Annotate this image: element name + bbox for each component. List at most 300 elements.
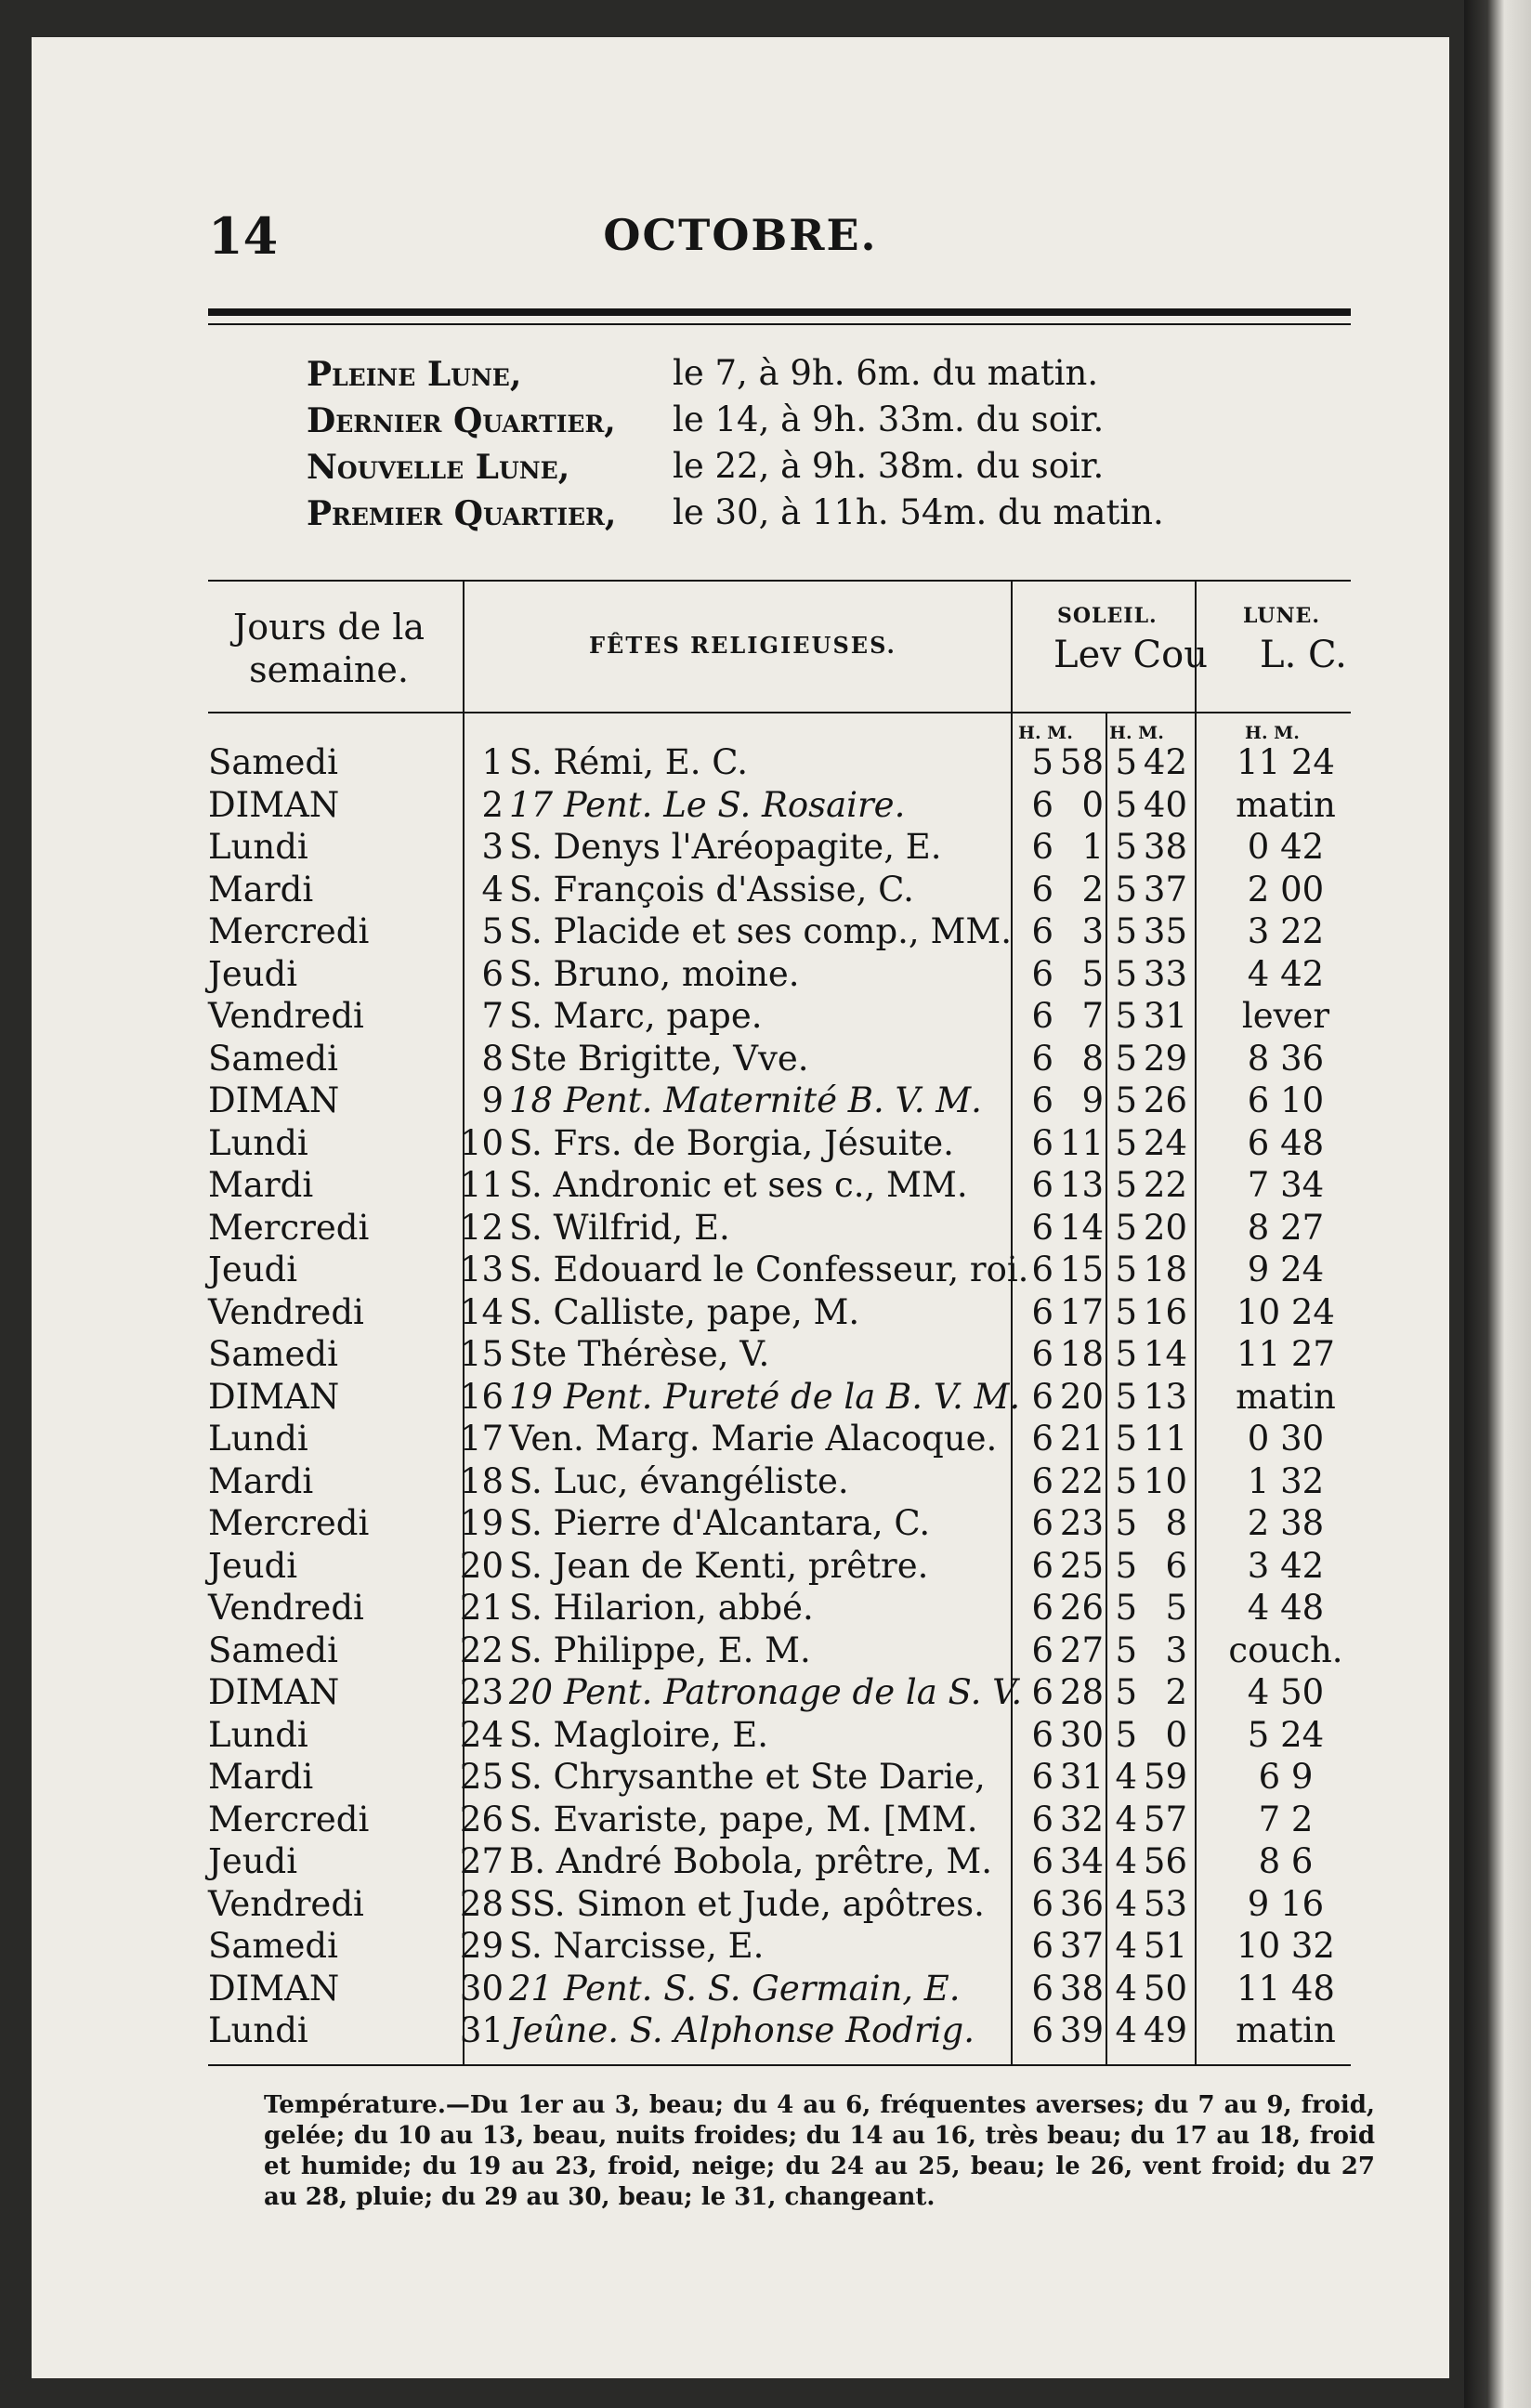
sunset-hour-cell: 5 <box>1115 1460 1137 1501</box>
sunrise-hour-cell: 6 <box>1031 1080 1053 1120</box>
sunrise-minute-cell: 2 <box>1081 869 1104 910</box>
day-cell: Mercredi <box>208 1207 370 1248</box>
header-lune: LUNE. <box>1243 604 1320 628</box>
sunrise-minute-cell: 15 <box>1059 1250 1104 1289</box>
sunrise-hour-cell: 6 <box>1031 1376 1053 1417</box>
phase-value-premier-quartier: le 30, à 11h. 54m. du matin. <box>673 492 1164 532</box>
feast-cell: Ste Thérèse, V. <box>509 1334 770 1374</box>
sunset-hour-cell: 5 <box>1115 1714 1137 1755</box>
moon-cell: 9 16 <box>1247 1883 1325 1924</box>
sunrise-minute-cell: 26 <box>1059 1588 1104 1628</box>
day-cell: Jeudi <box>208 1250 298 1289</box>
sunrise-hour-cell: 6 <box>1031 1841 1053 1881</box>
sunrise-hour-cell: 6 <box>1031 869 1053 910</box>
sunset-hour-cell: 5 <box>1115 1334 1137 1374</box>
day-cell: DIMAN <box>208 1376 340 1417</box>
table-row <box>32 784 1449 827</box>
moon-cell: 8 36 <box>1247 1038 1325 1079</box>
sunset-minute-cell: 8 <box>1165 1503 1187 1543</box>
sunset-minute-cell: 50 <box>1143 1968 1187 2009</box>
day-cell: Vendredi <box>208 1588 364 1628</box>
sunset-minute-cell: 14 <box>1143 1334 1187 1374</box>
moon-cell: 4 42 <box>1247 953 1325 994</box>
sunrise-hour-cell: 6 <box>1031 827 1053 867</box>
sunrise-hour-cell: 6 <box>1031 1714 1053 1755</box>
sunset-hour-cell: 4 <box>1115 1799 1137 1839</box>
sunrise-minute-cell: 20 <box>1059 1376 1104 1417</box>
sunrise-hour-cell: 6 <box>1031 784 1053 825</box>
table-row <box>32 826 1449 869</box>
phase-name-dernier-quartier: Dernier Quartier, <box>307 401 616 440</box>
book-spine <box>1464 0 1531 2408</box>
sunset-hour-cell: 4 <box>1115 1841 1137 1881</box>
sunrise-hour-cell: 6 <box>1031 1757 1053 1797</box>
sunset-minute-cell: 37 <box>1143 869 1187 910</box>
sunset-hour-cell: 4 <box>1115 1883 1137 1924</box>
sunrise-minute-cell: 17 <box>1059 1291 1104 1332</box>
table-row <box>32 1249 1449 1291</box>
sunset-minute-cell: 6 <box>1165 1545 1187 1586</box>
table-row <box>32 1291 1449 1334</box>
sunrise-minute-cell: 1 <box>1081 827 1104 867</box>
feast-cell: S. Rémi, E. C. <box>509 742 749 782</box>
page-title: OCTOBRE. <box>603 210 878 260</box>
feast-cell: S. Calliste, pape, M. <box>509 1291 860 1332</box>
subheader-hm-cou: H. M. <box>1109 723 1164 743</box>
moon-cell: 6 48 <box>1247 1122 1325 1163</box>
sunset-minute-cell: 18 <box>1143 1250 1187 1289</box>
table-row <box>32 1925 1449 1968</box>
moon-cell: 6 9 <box>1258 1757 1314 1797</box>
day-cell: Mercredi <box>208 1799 370 1839</box>
sunrise-hour-cell: 6 <box>1031 1334 1053 1374</box>
table-row <box>32 1460 1449 1503</box>
sunrise-hour-cell: 6 <box>1031 1926 1053 1966</box>
sunrise-hour-cell: 6 <box>1031 1883 1053 1924</box>
day-cell: Mardi <box>208 1757 314 1797</box>
moon-cell: 0 42 <box>1247 827 1325 867</box>
table-row <box>32 1968 1449 2010</box>
sunrise-minute-cell: 13 <box>1059 1165 1104 1205</box>
date-cell: 16 <box>459 1376 504 1417</box>
sunrise-minute-cell: 39 <box>1059 2010 1104 2050</box>
sunrise-hour-cell: 6 <box>1031 1165 1053 1205</box>
day-cell: Samedi <box>208 1334 338 1374</box>
table-row <box>32 1418 1449 1460</box>
feast-cell: S. Marc, pape. <box>509 996 763 1036</box>
feast-cell: S. Hilarion, abbé. <box>509 1588 814 1628</box>
table-row <box>32 1545 1449 1588</box>
table-row <box>32 1376 1449 1419</box>
sunset-minute-cell: 2 <box>1165 1672 1187 1712</box>
sunrise-hour-cell: 6 <box>1031 1250 1053 1289</box>
moon-cell: 9 24 <box>1247 1250 1325 1289</box>
phase-name-premier-quartier: Premier Quartier, <box>307 494 617 533</box>
day-cell: Jeudi <box>208 1841 298 1881</box>
date-cell: 14 <box>459 1291 504 1332</box>
sunrise-minute-cell: 36 <box>1059 1883 1104 1924</box>
sunset-hour-cell: 5 <box>1115 1588 1137 1628</box>
sunset-minute-cell: 53 <box>1143 1883 1187 1924</box>
moon-cell: 2 00 <box>1247 869 1325 910</box>
day-cell: DIMAN <box>208 1672 340 1712</box>
table-top-rule <box>208 580 1351 582</box>
sunrise-minute-cell: 14 <box>1059 1207 1104 1248</box>
feast-cell: S. Philippe, E. M. <box>509 1629 811 1670</box>
sunset-hour-cell: 5 <box>1115 911 1137 951</box>
feast-cell: S. Pierre d'Alcantara, C. <box>509 1503 931 1543</box>
sunrise-hour-cell: 5 <box>1031 742 1053 782</box>
sunrise-hour-cell: 6 <box>1031 1038 1053 1079</box>
date-cell: 20 <box>459 1545 504 1586</box>
sunset-hour-cell: 5 <box>1115 1080 1137 1120</box>
sunrise-hour-cell: 6 <box>1031 1968 1053 2009</box>
date-cell: 5 <box>481 911 504 951</box>
sunrise-minute-cell: 31 <box>1059 1757 1104 1797</box>
table-row <box>32 995 1449 1038</box>
table-row <box>32 953 1449 996</box>
sunrise-hour-cell: 6 <box>1031 1291 1053 1332</box>
moon-cell: 7 34 <box>1247 1165 1325 1205</box>
sunrise-hour-cell: 6 <box>1031 911 1053 951</box>
almanac-page <box>32 37 1449 2378</box>
feast-cell: S. Chrysanthe et Ste Darie, <box>509 1757 986 1797</box>
table-row <box>32 1587 1449 1629</box>
sunrise-hour-cell: 6 <box>1031 1460 1053 1501</box>
sunrise-minute-cell: 9 <box>1081 1080 1104 1120</box>
sunset-minute-cell: 3 <box>1165 1629 1187 1670</box>
feast-cell: S. Edouard le Confesseur, roi. <box>509 1250 1029 1289</box>
moon-cell: 3 42 <box>1247 1545 1325 1586</box>
feast-cell: Ven. Marg. Marie Alacoque. <box>509 1419 998 1459</box>
date-cell: 7 <box>481 996 504 1036</box>
sunrise-minute-cell: 22 <box>1059 1460 1104 1501</box>
table-header-rule <box>208 712 1351 713</box>
moon-cell: 4 50 <box>1247 1672 1325 1712</box>
date-cell: 4 <box>481 869 504 910</box>
sunrise-hour-cell: 6 <box>1031 1122 1053 1163</box>
table-row <box>32 1333 1449 1376</box>
feast-cell: 21 Pent. S. S. Germain, E. <box>509 1968 961 2009</box>
date-cell: 3 <box>481 827 504 867</box>
feast-cell: S. Bruno, moine. <box>509 953 800 994</box>
table-row <box>32 1840 1449 1883</box>
day-cell: Jeudi <box>208 953 298 994</box>
date-cell: 18 <box>459 1460 504 1501</box>
sunrise-hour-cell: 6 <box>1031 1419 1053 1459</box>
feast-cell: S. Denys l'Aréopagite, E. <box>509 827 942 867</box>
table-row <box>32 1207 1449 1250</box>
header-jours: Jours de la semaine. <box>232 607 425 690</box>
moon-cell: 4 48 <box>1247 1588 1325 1628</box>
sunrise-minute-cell: 7 <box>1081 996 1104 1036</box>
sunrise-hour-cell: 6 <box>1031 1207 1053 1248</box>
sunset-minute-cell: 42 <box>1143 742 1187 782</box>
sunset-minute-cell: 22 <box>1143 1165 1187 1205</box>
day-cell: Mardi <box>208 1165 314 1205</box>
day-cell: Lundi <box>208 1419 308 1459</box>
day-cell: Mardi <box>208 1460 314 1501</box>
sunrise-hour-cell: 6 <box>1031 1545 1053 1586</box>
day-cell: Samedi <box>208 1926 338 1966</box>
table-row <box>32 741 1449 784</box>
moon-cell: 3 22 <box>1247 911 1325 951</box>
moon-cell: 10 24 <box>1237 1291 1335 1332</box>
sunset-hour-cell: 4 <box>1115 1757 1137 1797</box>
day-cell: DIMAN <box>208 1080 340 1120</box>
date-cell: 28 <box>459 1883 504 1924</box>
sunrise-minute-cell: 34 <box>1059 1841 1104 1881</box>
sunrise-hour-cell: 6 <box>1031 2010 1053 2050</box>
header-rule-thin <box>208 323 1351 325</box>
date-cell: 19 <box>459 1503 504 1543</box>
day-cell: DIMAN <box>208 1968 340 2009</box>
moon-cell: 2 38 <box>1247 1503 1325 1543</box>
day-cell: Samedi <box>208 1038 338 1079</box>
date-cell: 9 <box>481 1080 504 1120</box>
day-cell: Lundi <box>208 2010 308 2050</box>
sunset-minute-cell: 11 <box>1143 1419 1187 1459</box>
table-row <box>32 1080 1449 1122</box>
moon-cell: matin <box>1236 2010 1336 2050</box>
moon-cell: 11 27 <box>1237 1334 1335 1374</box>
sunset-hour-cell: 5 <box>1115 869 1137 910</box>
feast-cell: S. Luc, évangéliste. <box>509 1460 849 1501</box>
sunset-minute-cell: 26 <box>1143 1080 1187 1120</box>
sunrise-minute-cell: 27 <box>1059 1629 1104 1670</box>
feast-cell: S. Placide et ses comp., MM. <box>509 911 1012 951</box>
header-fetes: FÊTES RELIGIEUSES. <box>589 632 896 659</box>
date-cell: 11 <box>459 1165 504 1205</box>
sunrise-minute-cell: 3 <box>1081 911 1104 951</box>
day-cell: Vendredi <box>208 1883 364 1924</box>
header-lune-sub: L. C. <box>1260 634 1347 676</box>
sunset-minute-cell: 35 <box>1143 911 1187 951</box>
date-cell: 25 <box>459 1757 504 1797</box>
sunset-minute-cell: 13 <box>1143 1376 1187 1417</box>
sunset-minute-cell: 20 <box>1143 1207 1187 1248</box>
sunrise-minute-cell: 25 <box>1059 1545 1104 1586</box>
sunrise-minute-cell: 32 <box>1059 1799 1104 1839</box>
date-cell: 29 <box>459 1926 504 1966</box>
table-row <box>32 2009 1449 2052</box>
header-soleil: SOLEIL. <box>1057 604 1158 628</box>
table-row <box>32 1671 1449 1714</box>
date-cell: 12 <box>459 1207 504 1248</box>
sunrise-hour-cell: 6 <box>1031 1799 1053 1839</box>
sunset-minute-cell: 56 <box>1143 1841 1187 1881</box>
sunrise-minute-cell: 28 <box>1059 1672 1104 1712</box>
sunrise-minute-cell: 5 <box>1081 953 1104 994</box>
sunset-minute-cell: 24 <box>1143 1122 1187 1163</box>
sunrise-hour-cell: 6 <box>1031 1629 1053 1670</box>
feast-cell: Jeûne. S. Alphonse Rodrig. <box>509 2010 975 2050</box>
sunset-minute-cell: 29 <box>1143 1038 1187 1079</box>
date-cell: 27 <box>459 1841 504 1881</box>
sunrise-minute-cell: 0 <box>1081 784 1104 825</box>
date-cell: 31 <box>459 2010 504 2050</box>
table-row <box>32 1799 1449 1841</box>
moon-cell: 11 24 <box>1237 742 1335 782</box>
sunset-minute-cell: 31 <box>1143 996 1187 1036</box>
phase-value-nouvelle-lune: le 22, à 9h. 38m. du soir. <box>673 446 1105 486</box>
feast-cell: S. Evariste, pape, M. [MM. <box>509 1799 978 1839</box>
date-cell: 24 <box>459 1714 504 1755</box>
date-cell: 6 <box>481 953 504 994</box>
day-cell: Vendredi <box>208 1291 364 1332</box>
sunset-hour-cell: 4 <box>1115 2010 1137 2050</box>
day-cell: Vendredi <box>208 996 364 1036</box>
table-row <box>32 1122 1449 1165</box>
table-bottom-rule <box>208 2064 1351 2066</box>
sunset-hour-cell: 5 <box>1115 1503 1137 1543</box>
feast-cell: S. Narcisse, E. <box>509 1926 765 1966</box>
date-cell: 22 <box>459 1629 504 1670</box>
feast-cell: S. François d'Assise, C. <box>509 869 914 910</box>
feast-cell: SS. Simon et Jude, apôtres. <box>509 1883 985 1924</box>
moon-cell: 8 27 <box>1247 1207 1325 1248</box>
sunset-hour-cell: 4 <box>1115 1926 1137 1966</box>
phase-value-dernier-quartier: le 14, à 9h. 33m. du soir. <box>673 399 1105 439</box>
day-cell: Lundi <box>208 827 308 867</box>
sunset-minute-cell: 38 <box>1143 827 1187 867</box>
moon-cell: matin <box>1236 784 1336 825</box>
day-cell: Jeudi <box>208 1545 298 1586</box>
moon-cell: 6 10 <box>1247 1080 1325 1120</box>
feast-cell: B. André Bobola, prêtre, M. <box>509 1841 993 1881</box>
table-row <box>32 869 1449 911</box>
date-cell: 15 <box>459 1334 504 1374</box>
sunrise-hour-cell: 6 <box>1031 953 1053 994</box>
sunset-hour-cell: 5 <box>1115 953 1137 994</box>
sunset-minute-cell: 51 <box>1143 1926 1187 1966</box>
sunrise-hour-cell: 6 <box>1031 1503 1053 1543</box>
moon-cell: 8 6 <box>1258 1841 1314 1881</box>
date-cell: 2 <box>481 784 504 825</box>
feast-cell: Ste Brigitte, Vve. <box>509 1038 809 1079</box>
sunset-minute-cell: 49 <box>1143 2010 1187 2050</box>
phase-name-nouvelle-lune: Nouvelle Lune, <box>307 448 570 487</box>
sunset-hour-cell: 5 <box>1115 1629 1137 1670</box>
moon-cell: couch. <box>1228 1629 1343 1670</box>
sunset-minute-cell: 40 <box>1143 784 1187 825</box>
feast-cell: 17 Pent. Le S. Rosaire. <box>509 784 906 825</box>
sunrise-minute-cell: 11 <box>1059 1122 1104 1163</box>
sunrise-minute-cell: 8 <box>1081 1038 1104 1079</box>
table-row <box>32 1883 1449 1926</box>
feast-cell: 20 Pent. Patronage de la S. V. <box>509 1672 1023 1712</box>
sunset-hour-cell: 5 <box>1115 1038 1137 1079</box>
moon-cell: lever <box>1241 996 1330 1036</box>
feast-cell: S. Jean de Kenti, prêtre. <box>509 1545 929 1586</box>
phase-name-pleine-lune: Pleine Lune, <box>307 355 522 394</box>
date-cell: 10 <box>459 1122 504 1163</box>
sunrise-hour-cell: 6 <box>1031 996 1053 1036</box>
sunset-hour-cell: 5 <box>1115 1250 1137 1289</box>
day-cell: Lundi <box>208 1122 308 1163</box>
sunrise-minute-cell: 21 <box>1059 1419 1104 1459</box>
date-cell: 26 <box>459 1799 504 1839</box>
sunrise-hour-cell: 6 <box>1031 1588 1053 1628</box>
table-row <box>32 1164 1449 1207</box>
moon-cell: 11 48 <box>1237 1968 1335 2009</box>
phase-value-pleine-lune: le 7, à 9h. 6m. du matin. <box>673 353 1099 393</box>
sunrise-minute-cell: 38 <box>1059 1968 1104 2009</box>
subheader-hm-lune: H. M. <box>1245 723 1300 743</box>
sunrise-minute-cell: 37 <box>1059 1926 1104 1966</box>
date-cell: 21 <box>459 1588 504 1628</box>
feast-cell: 19 Pent. Pureté de la B. V. M. <box>509 1376 1021 1417</box>
sunrise-minute-cell: 58 <box>1059 742 1104 782</box>
sunset-hour-cell: 5 <box>1115 1291 1137 1332</box>
sunset-hour-cell: 5 <box>1115 1545 1137 1586</box>
sunset-minute-cell: 33 <box>1143 953 1187 994</box>
moon-cell: 1 32 <box>1247 1460 1325 1501</box>
date-cell: 1 <box>481 742 504 782</box>
sunset-minute-cell: 5 <box>1165 1588 1187 1628</box>
table-row <box>32 1714 1449 1757</box>
sunset-hour-cell: 5 <box>1115 1672 1137 1712</box>
feast-cell: 18 Pent. Maternité B. V. M. <box>509 1080 982 1120</box>
sunset-hour-cell: 5 <box>1115 1207 1137 1248</box>
feast-cell: S. Magloire, E. <box>509 1714 768 1755</box>
sunrise-minute-cell: 23 <box>1059 1503 1104 1543</box>
table-row <box>32 910 1449 953</box>
day-cell: Mercredi <box>208 911 370 951</box>
date-cell: 13 <box>459 1250 504 1289</box>
sunset-hour-cell: 5 <box>1115 996 1137 1036</box>
sunrise-minute-cell: 30 <box>1059 1714 1104 1755</box>
date-cell: 8 <box>481 1038 504 1079</box>
date-cell: 23 <box>459 1672 504 1712</box>
day-cell: Samedi <box>208 1629 338 1670</box>
sunset-minute-cell: 59 <box>1143 1757 1187 1797</box>
feast-cell: S. Frs. de Borgia, Jésuite. <box>509 1122 954 1163</box>
date-cell: 17 <box>459 1419 504 1459</box>
feast-cell: S. Wilfrid, E. <box>509 1207 730 1248</box>
table-row <box>32 1502 1449 1545</box>
sunset-minute-cell: 16 <box>1143 1291 1187 1332</box>
moon-cell: matin <box>1236 1376 1336 1417</box>
header-rule-thick <box>208 308 1351 316</box>
table-row <box>32 1756 1449 1799</box>
table-row <box>32 1629 1449 1672</box>
sunset-hour-cell: 5 <box>1115 1419 1137 1459</box>
day-cell: Mercredi <box>208 1503 370 1543</box>
day-cell: DIMAN <box>208 784 340 825</box>
sunset-minute-cell: 0 <box>1165 1714 1187 1755</box>
sunset-minute-cell: 57 <box>1143 1799 1187 1839</box>
sunset-hour-cell: 5 <box>1115 742 1137 782</box>
moon-cell: 10 32 <box>1237 1926 1335 1966</box>
day-cell: Mardi <box>208 869 314 910</box>
moon-cell: 5 24 <box>1247 1714 1325 1755</box>
sunset-hour-cell: 4 <box>1115 1968 1137 2009</box>
date-cell: 30 <box>459 1968 504 2009</box>
sunset-hour-cell: 5 <box>1115 1122 1137 1163</box>
sunset-hour-cell: 5 <box>1115 827 1137 867</box>
day-cell: Lundi <box>208 1714 308 1755</box>
sunrise-minute-cell: 18 <box>1059 1334 1104 1374</box>
page-number: 14 <box>208 206 279 266</box>
subheader-hm-lev: H. M. <box>1018 723 1073 743</box>
sunset-hour-cell: 5 <box>1115 1376 1137 1417</box>
table-row <box>32 1038 1449 1080</box>
sunset-minute-cell: 10 <box>1143 1460 1187 1501</box>
day-cell: Samedi <box>208 742 338 782</box>
moon-cell: 7 2 <box>1258 1799 1314 1839</box>
sunset-hour-cell: 5 <box>1115 784 1137 825</box>
